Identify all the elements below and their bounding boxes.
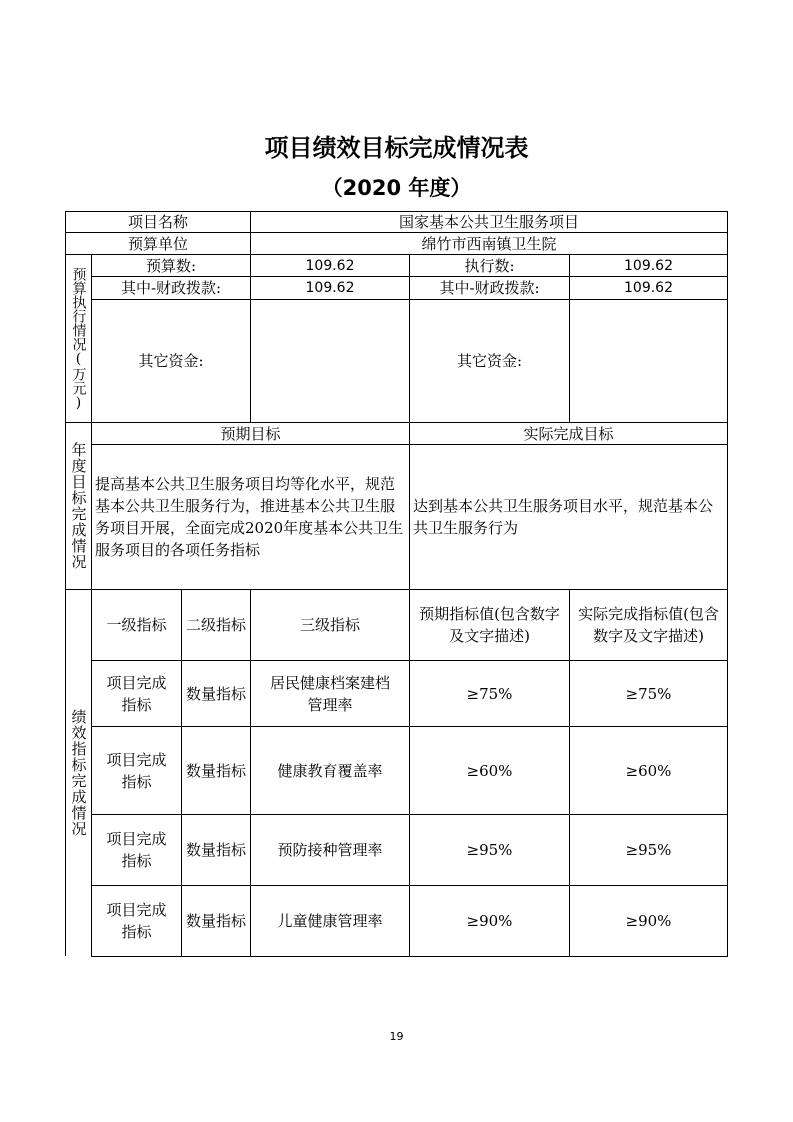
budget-amount-value: 109.62 — [250, 254, 410, 277]
expected-target-header: 预期目标 — [91, 422, 410, 445]
table-row-2-actual: ≥60% — [569, 726, 728, 815]
table-row-2-level2: 数量指标 — [181, 726, 251, 815]
execution-amount-value: 109.62 — [569, 254, 728, 277]
execution-amount-label: 执行数: — [409, 254, 570, 277]
fiscal-allocation-value-left: 109.62 — [250, 276, 410, 300]
table-row-4-expected: ≥90% — [409, 885, 570, 957]
table-row-1-expected: ≥75% — [409, 660, 570, 727]
level2-indicator-header: 二级指标 — [181, 589, 251, 661]
table-row-1-level2: 数量指标 — [181, 660, 251, 727]
expected-target-text: 提高基本公共卫生服务项目均等化水平，规范基本公共卫生服务行为，推进基本公共卫生服务项目开展，全面完成2020年度基本公共卫生服务项目的各项任务指标 — [91, 444, 410, 590]
other-funds-value-left — [250, 299, 410, 423]
actual-value-header: 实际完成指标值(包含数字及文字描述) — [569, 589, 728, 661]
table-row-4-level1: 项目完成指标 — [91, 885, 182, 957]
other-funds-label-right: 其它资金: — [409, 299, 570, 423]
table-row-1-level1: 项目完成指标 — [91, 660, 182, 727]
fiscal-allocation-label-left: 其中-财政拨款: — [91, 276, 251, 300]
annual-target-side-label: 年度目标完成情况 — [65, 422, 92, 590]
other-funds-label-left: 其它资金: — [91, 299, 251, 423]
table-row-2-level3: 健康教育覆盖率 — [250, 726, 410, 815]
page-number: 19 — [389, 1030, 404, 1043]
table-row-3-level1: 项目完成指标 — [91, 814, 182, 886]
fiscal-allocation-label-right: 其中-财政拨款: — [409, 276, 570, 300]
table-row-3-level3: 预防接种管理率 — [250, 814, 410, 886]
budget-amount-label: 预算数: — [91, 254, 251, 277]
table-row-2-level1: 项目完成指标 — [91, 726, 182, 815]
performance-side-label: 绩效指标完成情况 — [65, 589, 92, 956]
expected-value-header: 预期指标值(包含数字及文字描述) — [409, 589, 570, 661]
table-row-3-level2: 数量指标 — [181, 814, 251, 886]
page-subtitle: （2020 年度） — [321, 176, 472, 200]
page-title: 项目绩效目标完成情况表 — [264, 134, 529, 162]
budget-unit-value: 绵竹市西南镇卫生院 — [250, 232, 728, 255]
budget-execution-side-label: 预算执行情况(万元) — [65, 254, 92, 423]
project-name-label: 项目名称 — [65, 211, 251, 233]
actual-target-header: 实际完成目标 — [409, 422, 728, 445]
budget-unit-label: 预算单位 — [65, 232, 251, 255]
level1-indicator-header: 一级指标 — [91, 589, 182, 661]
fiscal-allocation-value-right: 109.62 — [569, 276, 728, 300]
table-row-4-level2: 数量指标 — [181, 885, 251, 957]
project-name-value: 国家基本公共卫生服务项目 — [250, 211, 728, 233]
level3-indicator-header: 三级指标 — [250, 589, 410, 661]
table-row-2-expected: ≥60% — [409, 726, 570, 815]
table-row-1-level3: 居民健康档案建档管理率 — [250, 660, 410, 727]
table-row-4-actual: ≥90% — [569, 885, 728, 957]
table-row-4-level3: 儿童健康管理率 — [250, 885, 410, 957]
table-row-3-expected: ≥95% — [409, 814, 570, 886]
table-row-3-actual: ≥95% — [569, 814, 728, 886]
actual-target-text: 达到基本公共卫生服务项目水平，规范基本公共卫生服务行为 — [409, 444, 728, 590]
other-funds-value-right — [569, 299, 728, 423]
table-row-1-actual: ≥75% — [569, 660, 728, 727]
